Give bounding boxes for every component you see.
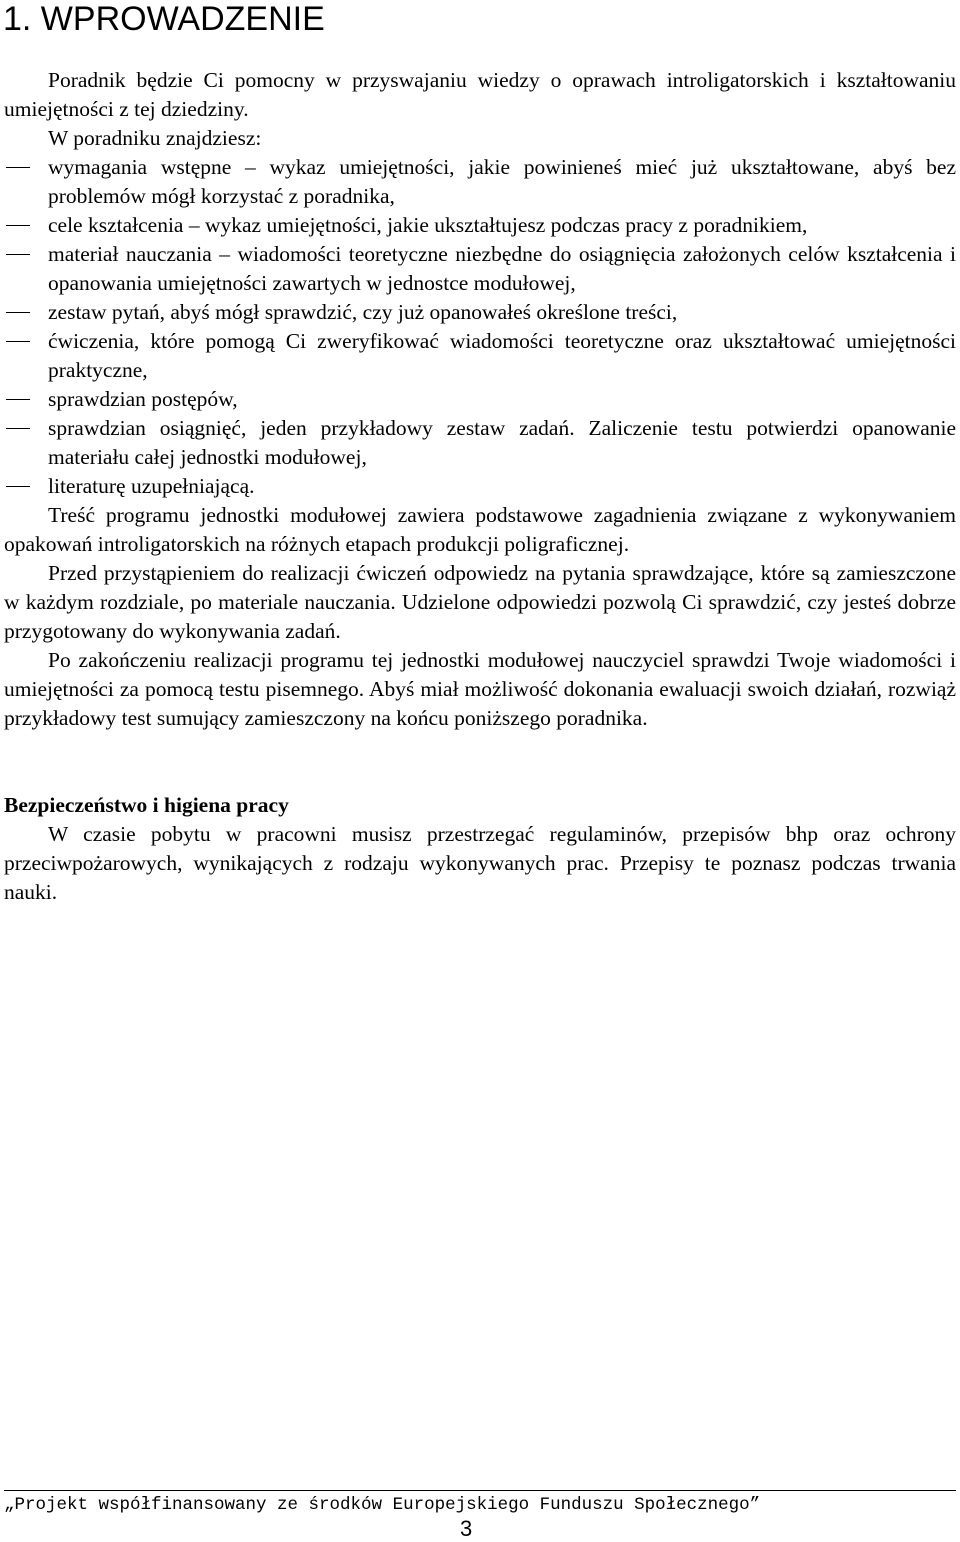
exercises-paragraph: Przed przystąpieniem do realizacji ćwiczeń odpowiedz na pytania sprawdzające, które są zamieszczone w każdym rozdziale, po materiale nauczania. Udzielone odpowiedzi pozwolą Ci sprawdzić, czy jesteś dobrze przygotowany do wykonywania zadań. <box>4 561 956 643</box>
list-item <box>4 153 956 211</box>
safety-paragraph: W czasie pobytu w pracowni musisz przestrzegać regulaminów, przepisów bhp oraz ochrony przeciwpożarowych, wynikających z rodzaju wykonywanych prac. Przepisy te poznasz podczas trwania nauki. <box>4 822 956 904</box>
contents-list <box>4 153 956 501</box>
list-item <box>4 211 956 240</box>
list-item <box>4 472 956 501</box>
page-number: 3 <box>460 1516 473 1541</box>
body-text <box>4 66 956 907</box>
chapter-heading: 1. WPROWADZENIE <box>3 0 325 38</box>
list-item <box>4 327 956 385</box>
list-item-text: sprawdzian postępów, <box>48 387 238 411</box>
list-item-text: zestaw pytań, abyś mógł sprawdzić, czy już opanowałeś określone treści, <box>48 300 678 324</box>
list-intro: W poradniku znajdziesz: <box>48 126 262 150</box>
list-item-text: materiał nauczania – wiadomości teoretyczne niezbędne do osiągnięcia założonych celów kształcenia i opanowania umiejętności zawartych w jednostce modułowej, <box>48 242 956 295</box>
program-paragraph: Treść programu jednostki modułowej zawiera podstawowe zagadnienia związane z wykonywaniem opakowań introligatorskich na różnych etapach produkcji poligraficznej. <box>4 503 956 556</box>
list-item-text: sprawdzian osiągnięć, jeden przykładowy zestaw zadań. Zaliczenie testu potwierdzi opanowanie materiału całej jednostki modułowej, <box>48 416 956 469</box>
footer-divider <box>4 1490 956 1491</box>
footer-project-note: „Projekt współfinansowany ze środków Europejskiego Funduszu Społecznego” <box>4 1495 761 1515</box>
safety-section-title: Bezpieczeństwo i higiena pracy <box>4 793 289 817</box>
list-item <box>4 298 956 327</box>
list-item-text: wymagania wstępne – wykaz umiejętności, jakie powinieneś mieć już ukształtowane, abyś bez problemów mógł korzystać z poradnika, <box>48 155 956 208</box>
list-item-text: cele kształcenia – wykaz umiejętności, jakie ukształtujesz podczas pracy z poradnikiem, <box>48 213 808 237</box>
list-item <box>4 385 956 414</box>
list-item-text: ćwiczenia, które pomogą Ci zweryfikować wiadomości teoretyczne oraz ukształtować umiejętności praktyczne, <box>48 329 956 382</box>
list-item <box>4 414 956 472</box>
list-item-text: literaturę uzupełniającą. <box>48 474 255 498</box>
intro-paragraph: Poradnik będzie Ci pomocny w przyswajaniu wiedzy o oprawach introligatorskich i kształtowaniu umiejętności z tej dziedziny. <box>4 68 956 121</box>
evaluation-paragraph: Po zakończeniu realizacji programu tej jednostki modułowej nauczyciel sprawdzi Twoje wiadomości i umiejętności za pomocą testu pisemnego. Abyś miał możliwość dokonania ewaluacji swoich działań, rozwiąż przykładowy test sumujący zamieszczony na końcu poniższego poradnika. <box>4 648 956 730</box>
list-item <box>4 240 956 298</box>
